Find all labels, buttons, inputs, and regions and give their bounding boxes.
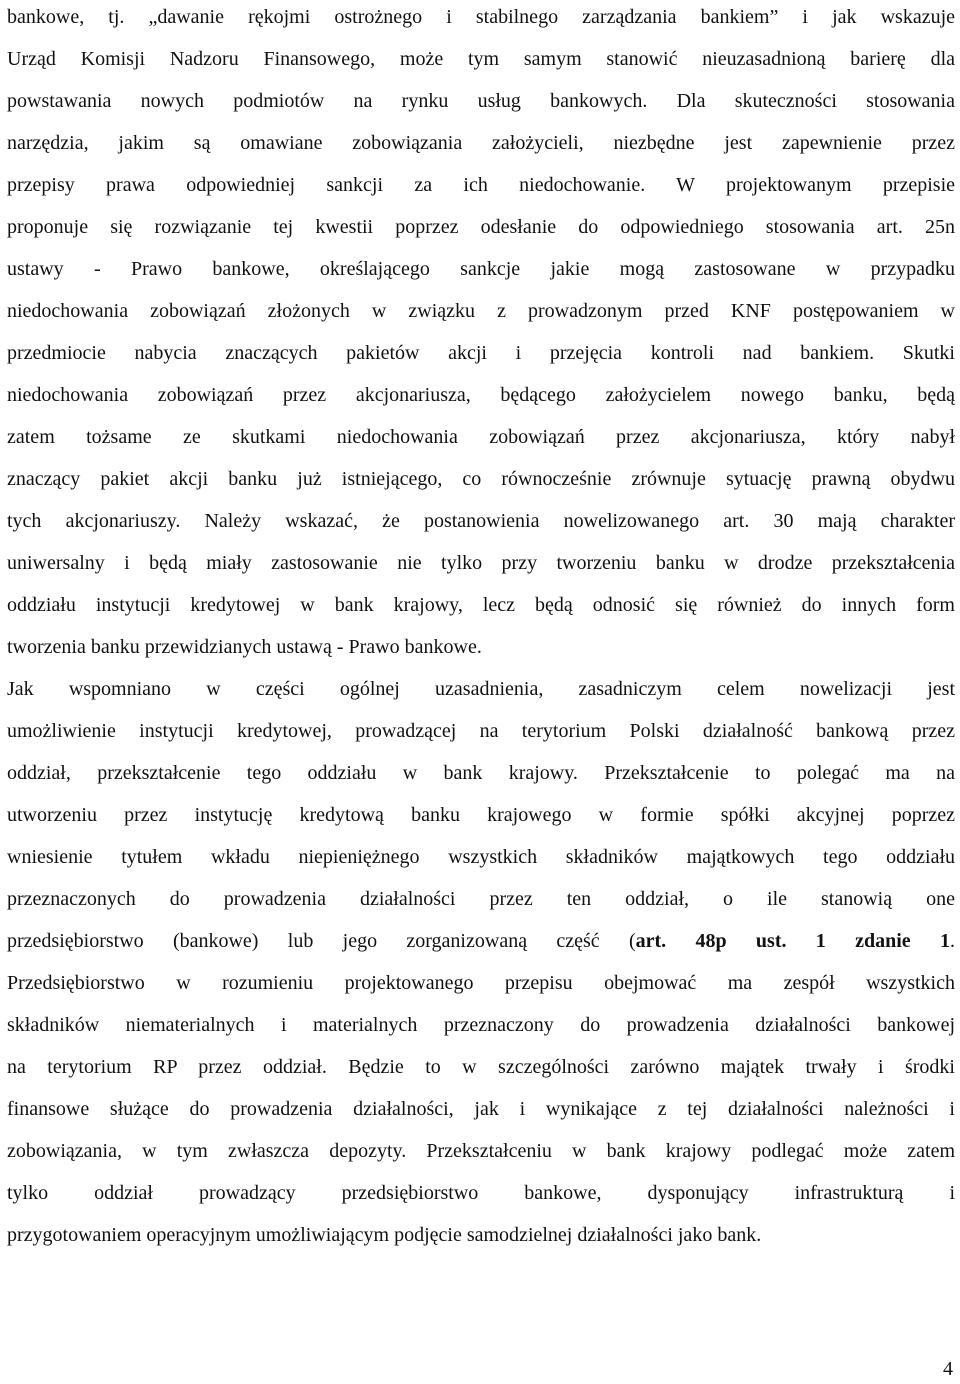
- paragraph-line: przepisy prawa odpowiedniej sankcji za ich niedochowanie. W projektowanym przepisie: [7, 174, 955, 196]
- paragraph-line: zatem tożsame ze skutkami niedochowania zobowiązań przez akcjonariusza, który nabył: [7, 426, 955, 448]
- paragraph-line: oddział, przekształcenie tego oddziału w bank krajowy. Przekształcenie to polegać ma na: [7, 762, 955, 784]
- paragraph-line: wniesienie tytułem wkładu niepieniężnego wszystkich składników majątkowych tego oddziału: [7, 846, 955, 868]
- paragraph-line: znaczący pakiet akcji banku już istniejącego, co równocześnie zrównuje sytuację prawną obydwu: [7, 468, 955, 490]
- line-text-after-bold: .: [949, 930, 955, 952]
- paragraph-line: tych akcjonariuszy. Należy wskazać, że postanowienia nowelizowanego art. 30 mają charakter: [7, 510, 955, 532]
- paragraph-line: niedochowania zobowiązań przez akcjonariusza, będącego założycielem nowego banku, będą: [7, 384, 955, 406]
- paragraph-2: [7, 672, 955, 1260]
- paragraph-line-with-bold: [7, 924, 955, 966]
- paragraph-line: ustawy - Prawo bankowe, określającego sankcje jakie mogą zastosowane w przypadku: [7, 258, 955, 280]
- paragraph-last-line: tworzenia banku przewidzianych ustawą - Prawo bankowe.: [7, 636, 482, 658]
- paragraph-line: narzędzia, jakim są omawiane zobowiązania założycieli, niezbędne jest zapewnienie przez: [7, 132, 955, 154]
- paragraph-line: bankowe, tj. „dawanie rękojmi ostrożnego i stabilnego zarządzania bankiem” i jak wskazuje: [7, 6, 955, 28]
- paragraph-last-line: przygotowaniem operacyjnym umożliwiającym podjęcie samodzielnej działalności jako bank.: [7, 1224, 762, 1246]
- paragraph-line: zobowiązania, w tym zwłaszcza depozyty. Przekształceniu w bank krajowy podlegać może zatem: [7, 1140, 955, 1162]
- paragraph-line: tylko oddział prowadzący przedsiębiorstwo bankowe, dysponujący infrastrukturą i: [7, 1182, 955, 1204]
- line-text-before-bold: przedsiębiorstwo (bankowe) lub jego zorganizowaną część (: [7, 930, 636, 952]
- paragraph-line: umożliwienie instytucji kredytowej, prowadzącej na terytorium Polski działalność bankową przez: [7, 720, 955, 742]
- paragraph-line: niedochowania zobowiązań złożonych w związku z prowadzonym przed KNF postępowaniem w: [7, 300, 955, 322]
- paragraph-line: oddziału instytucji kredytowej w bank krajowy, lecz będą odnosić się również do innych form: [7, 594, 955, 616]
- paragraph-line: finansowe służące do prowadzenia działalności, jak i wynikające z tej działalności należności i: [7, 1098, 955, 1120]
- bold-citation: art. 48p ust. 1 zdanie 1: [635, 930, 950, 952]
- paragraph-line: powstawania nowych podmiotów na rynku usług bankowych. Dla skuteczności stosowania: [7, 90, 955, 112]
- paragraph-line: Jak wspomniano w części ogólnej uzasadnienia, zasadniczym celem nowelizacji jest: [7, 678, 955, 700]
- paragraph-line: przedmiocie nabycia znaczących pakietów akcji i przejęcia kontroli nad bankiem. Skutki: [7, 342, 955, 364]
- document-page: [7, 0, 955, 1260]
- paragraph-line: składników niematerialnych i materialnych przeznaczony do prowadzenia działalności bankowej: [7, 1014, 955, 1036]
- page-number: 4: [943, 1358, 953, 1380]
- paragraph-line: Urząd Komisji Nadzoru Finansowego, może tym samym stanowić nieuzasadnioną barierę dla: [7, 48, 955, 70]
- paragraph-line: proponuje się rozwiązanie tej kwestii poprzez odesłanie do odpowiedniego stosowania art. 25n: [7, 216, 955, 238]
- paragraph-line: uniwersalny i będą miały zastosowanie nie tylko przy tworzeniu banku w drodze przekształcenia: [7, 552, 955, 574]
- paragraph-1: [7, 0, 955, 672]
- paragraph-line: na terytorium RP przez oddział. Będzie to w szczególności zarówno majątek trwały i środki: [7, 1056, 955, 1078]
- paragraph-line: utworzeniu przez instytucję kredytową banku krajowego w formie spółki akcyjnej poprzez: [7, 804, 955, 826]
- paragraph-line: Przedsiębiorstwo w rozumieniu projektowanego przepisu obejmować ma zespół wszystkich: [7, 972, 955, 994]
- paragraph-line: przeznaczonych do prowadzenia działalności przez ten oddział, o ile stanowią one: [7, 888, 955, 910]
